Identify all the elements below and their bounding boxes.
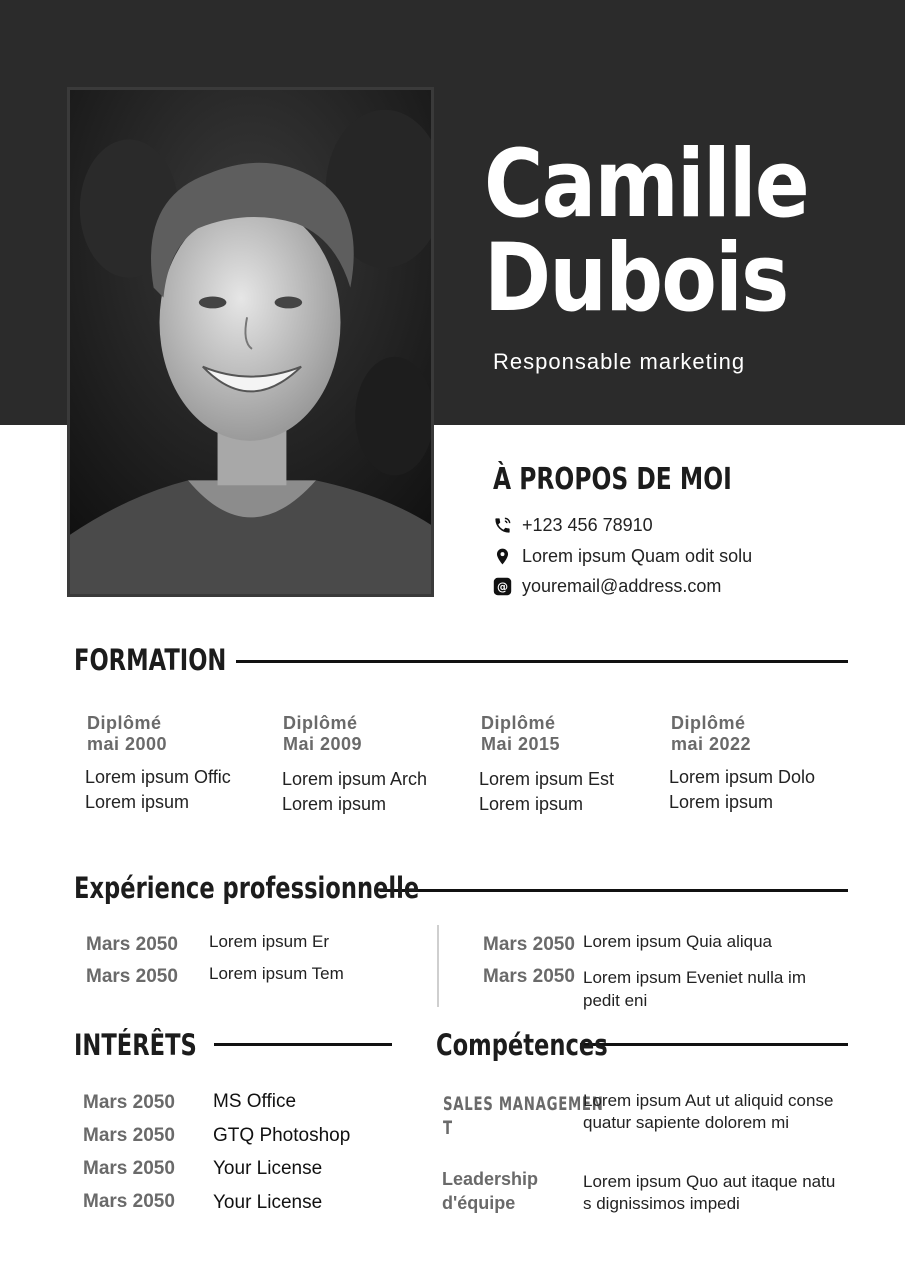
experience-text-line: Lorem ipsum Eveniet nulla im [583,968,806,987]
job-title: Responsable marketing [493,349,746,374]
interest-date: Mars 2050 [83,1125,175,1146]
formation-divider [236,660,848,663]
formation-desc-3 [479,767,614,817]
experience-date: Mars 2050 [483,934,575,955]
formation-title: FORMATION [74,643,227,677]
interest-date: Mars 2050 [83,1092,175,1113]
experience-text-line: pedit eni [583,991,648,1010]
degree-line: Lorem ipsum [85,792,190,812]
location-pin-icon [493,547,512,566]
skill-description-line: Lorem ipsum Aut ut aliquid conse [583,1091,834,1110]
skills-divider [580,1043,848,1046]
formation-desc-4 [669,765,815,815]
degree-label: Diplômé [283,713,358,733]
skill-name-line: SALES MANAGEMEN [443,1093,604,1115]
interest-text: GTQ Photoshop [213,1125,351,1146]
experience-title: Expérience professionnelle [74,871,420,905]
skill-description [583,1090,833,1134]
svg-text:@: @ [496,580,509,594]
experience-divider [380,889,848,892]
formation-desc-1 [85,765,231,815]
phone-icon [493,516,512,535]
degree-date: Mai 2015 [481,734,561,754]
experience-date: Mars 2050 [86,934,178,955]
about-title: À PROPOS DE MOI [493,462,732,497]
formation-item-3 [481,713,560,755]
degree-line: Lorem ipsum [479,794,584,814]
full-name [484,130,809,333]
interest-text: MS Office [213,1091,297,1112]
address-text: Lorem ipsum Quam odit solu [522,546,753,566]
degree-date: mai 2000 [87,734,168,754]
degree-label: Diplômé [87,713,162,733]
formation-item-1 [87,713,167,755]
contact-phone [493,515,653,536]
contact-address [493,546,752,567]
degree-date: mai 2022 [671,734,752,754]
degree-line: Lorem ipsum [282,794,387,814]
degree-line: Lorem ipsum Arch [282,769,428,789]
experience-text: Lorem ipsum Quia aliqua [583,932,772,951]
skill-name-line: d'équipe [442,1193,516,1213]
experience-date: Mars 2050 [86,966,178,987]
degree-label: Diplômé [481,713,556,733]
interest-text: Your License [213,1158,323,1179]
profile-photo [67,87,434,597]
at-email-icon [493,577,512,596]
degree-line: Lorem ipsum Dolo [669,767,816,787]
skills-title: Compétences [436,1028,608,1062]
skill-description [583,1171,835,1215]
formation-desc-2 [282,767,427,817]
skill-description-line: Lorem ipsum Quo aut itaque natu [583,1172,836,1191]
first-name: Camille [484,130,809,239]
experience-column-divider [437,925,439,1007]
interest-date: Mars 2050 [83,1158,175,1179]
experience-text: Lorem ipsum Tem [209,964,344,983]
experience-text [583,966,806,1012]
formation-item-4 [671,713,751,755]
contact-email[interactable] [493,576,721,597]
degree-date: Mai 2009 [283,734,363,754]
degree-line: Lorem ipsum Offic [85,767,231,787]
phone-text: +123 456 78910 [522,515,653,535]
formation-item-2 [283,713,362,755]
skill-description-line: s dignissimos impedi [583,1194,740,1213]
experience-text: Lorem ipsum Er [209,932,329,951]
degree-line: Lorem ipsum [669,792,774,812]
last-name: Dubois [484,224,788,333]
interest-text: Your License [213,1192,323,1213]
experience-date: Mars 2050 [483,966,575,987]
skill-name [442,1167,538,1215]
skill-name-line: Leadership [442,1169,539,1189]
skill-description-line: quatur sapiente dolorem mi [583,1113,790,1132]
interests-divider [214,1043,392,1046]
interest-date: Mars 2050 [83,1191,175,1212]
degree-line: Lorem ipsum Est [479,769,615,789]
email-text[interactable]: youremail@address.com [522,576,722,596]
skill-name-line: T [443,1117,453,1139]
degree-label: Diplômé [671,713,746,733]
interests-title: INTÉRÊTS [74,1028,197,1062]
